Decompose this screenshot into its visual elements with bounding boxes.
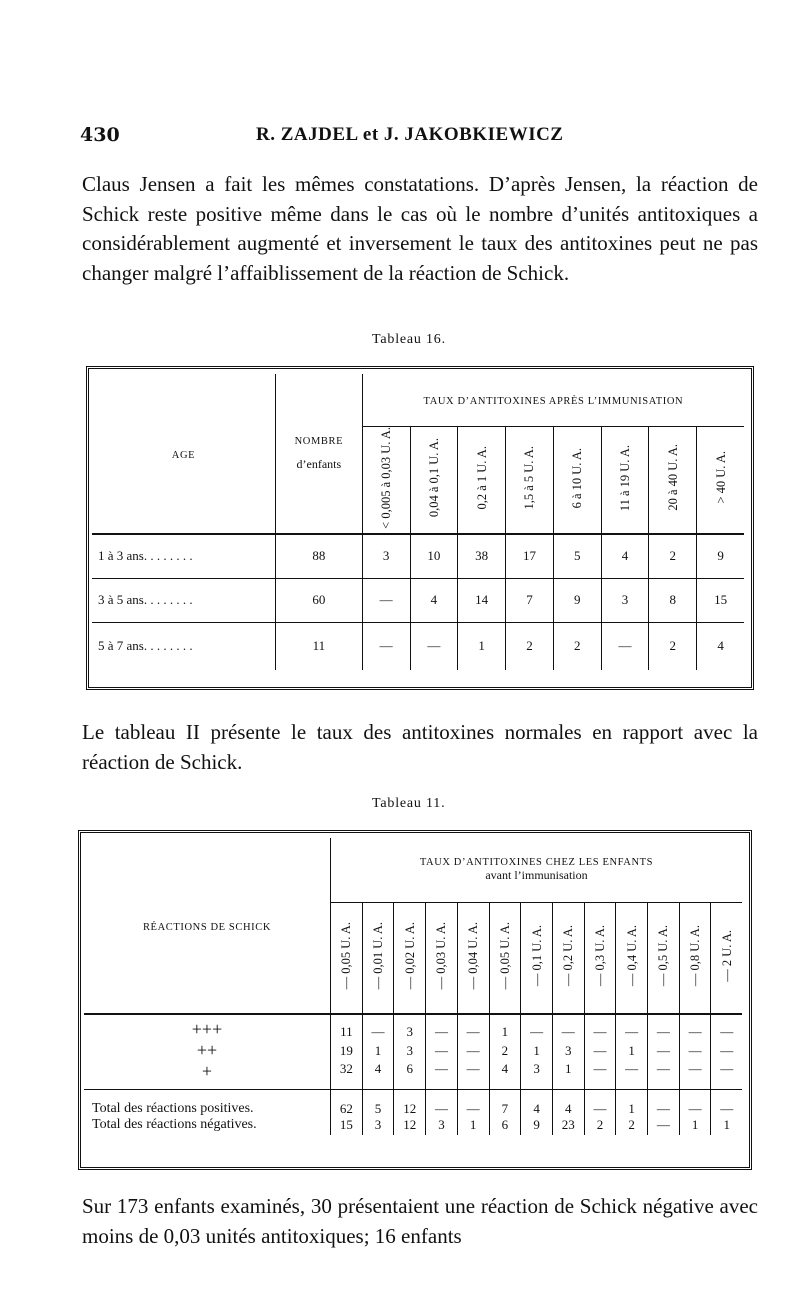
value-cell: —	[457, 1040, 489, 1061]
value-cell: —	[426, 1089, 458, 1117]
table-11-column-header: — 0,05 U. A.	[339, 922, 354, 990]
age-cell: 3 à 5 ans. . . . . . . .	[92, 578, 275, 622]
table-11-column-header: — 0,4 U. A.	[624, 925, 639, 987]
value-cell: 2	[506, 622, 554, 670]
table-row	[84, 1014, 742, 1040]
value-cell: 1	[458, 622, 506, 670]
value-cell: —	[679, 1061, 711, 1089]
value-cell: 2	[616, 1117, 648, 1135]
value-cell: —	[362, 1014, 394, 1040]
value-cell: —	[720, 1042, 734, 1058]
value-cell: —	[584, 1061, 616, 1089]
value-cell: 4	[552, 1089, 584, 1117]
value-cell: 12	[394, 1089, 426, 1117]
value-cell: —	[648, 1089, 680, 1117]
table-11-column-header: — 0,03 U. A.	[434, 922, 449, 990]
paragraph-1: Claus Jensen a fait les mêmes constatations. D’après Jensen, la réaction de Schick reste positive même dans le cas où le nombre d’unités antitoxiques a considérablement augmenté et inversement le taux des antitoxines peut ne pas changer malgré l’affaiblissement de la réaction de Schick.	[82, 172, 758, 285]
table-row	[92, 622, 744, 670]
age-cell: 1 à 3 ans. . . . . . . .	[92, 534, 275, 578]
value-cell: 4	[362, 1061, 394, 1089]
table-11-column-header: — 2 U. A.	[719, 929, 734, 982]
running-head: R. ZAJDEL et J. JAKOBKIEWICZ	[256, 124, 564, 145]
value-cell: 3	[362, 534, 410, 578]
value-cell: —	[584, 1040, 616, 1061]
schick-header: RÉACTIONS DE SCHICK	[142, 921, 272, 933]
value-cell: —	[584, 1014, 616, 1040]
value-cell: 2	[553, 622, 601, 670]
table-16-column-header: 20 à 40 U. A.	[665, 444, 680, 512]
value-cell: —	[457, 1089, 489, 1117]
value-cell: —	[679, 1089, 711, 1117]
value-cell: 17	[506, 534, 554, 578]
value-cell: 1	[616, 1040, 648, 1061]
table-11-column-header: — 0,04 U. A.	[466, 922, 481, 990]
value-cell: —	[679, 1014, 711, 1040]
count-cell: 60	[275, 578, 362, 622]
table-16-column-header: < 0,005 à 0,03 U. A.	[379, 426, 394, 529]
value-cell: 1	[616, 1089, 648, 1117]
value-cell: 1	[489, 1014, 521, 1040]
table-11-column-header: — 0,02 U. A.	[402, 922, 417, 990]
table-11	[84, 838, 742, 1135]
value-cell: 4	[601, 534, 649, 578]
value-cell: 7	[506, 578, 554, 622]
table-11-column-header: — 0,05 U. A.	[497, 922, 512, 990]
group-header-11: TAUX D’ANTITOXINES CHEZ LES ENFANTS	[419, 856, 654, 868]
table-11-column-header: — 0,3 U. A.	[592, 925, 607, 987]
count-cell: 11	[275, 622, 362, 670]
value-cell: 5	[362, 1089, 394, 1117]
value-cell: —	[457, 1061, 489, 1089]
count-cell: 88	[275, 534, 362, 578]
table-row	[84, 1061, 742, 1089]
table-16-column-header: 0,04 à 0,1 U. A.	[426, 438, 441, 518]
table-row	[92, 578, 744, 622]
value-cell: —	[616, 1061, 648, 1089]
nombre-header: NOMBRE	[294, 435, 344, 447]
total-label: Total des réactions positives.	[84, 1089, 331, 1117]
value-cell: 5	[553, 534, 601, 578]
table-11-column-header: — 0,01 U. A.	[371, 922, 386, 990]
value-cell: 3	[362, 1117, 394, 1135]
value-cell: —	[426, 1040, 458, 1061]
value-cell: 15	[331, 1117, 363, 1135]
paragraph-3: Sur 173 enfants examinés, 30 présentaient une réaction de Schick négative avec moins de 0,03 unités antitoxiques; 16 enfants	[82, 1194, 758, 1248]
value-cell: —	[616, 1014, 648, 1040]
value-cell: 1	[521, 1040, 553, 1061]
value-cell: —	[711, 1061, 742, 1089]
page-number: 430	[80, 124, 120, 146]
value-cell: 1	[679, 1117, 711, 1135]
reaction-label: +++	[84, 1014, 331, 1040]
value-cell: —	[362, 622, 410, 670]
value-cell: —	[362, 578, 410, 622]
value-cell: —	[457, 1014, 489, 1040]
value-cell: 3	[426, 1117, 458, 1135]
value-cell: —	[584, 1089, 616, 1117]
value-cell: 4	[410, 578, 458, 622]
value-cell: 2	[584, 1117, 616, 1135]
value-cell: —	[720, 1024, 734, 1039]
value-cell: —	[410, 622, 458, 670]
page-header	[80, 124, 760, 150]
value-cell: 11	[331, 1014, 363, 1040]
value-cell: —	[679, 1040, 711, 1061]
table-16-caption: Tableau 16.	[372, 332, 446, 347]
table-11-column-header: — 0,2 U. A.	[561, 925, 576, 987]
value-cell: —	[648, 1117, 680, 1135]
table-16	[92, 374, 744, 670]
reaction-label: ++	[84, 1040, 331, 1061]
value-cell: 3	[552, 1040, 584, 1061]
value-cell: 12	[394, 1117, 426, 1135]
value-cell: 9	[553, 578, 601, 622]
value-cell: —	[648, 1040, 680, 1061]
value-cell: —	[426, 1061, 458, 1089]
value-cell: 14	[458, 578, 506, 622]
table-row	[84, 1089, 742, 1117]
value-cell: 1	[362, 1040, 394, 1061]
value-cell: 32	[331, 1061, 363, 1089]
table-16-column-header: > 40 U. A.	[713, 451, 728, 505]
table-row	[84, 1117, 742, 1135]
group-header-16: TAUX D’ANTITOXINES APRÈS L’IMMUNISATION	[423, 395, 684, 407]
value-cell: 10	[410, 534, 458, 578]
table-11-column-header: — 0,1 U. A.	[529, 925, 544, 987]
value-cell: 3	[394, 1040, 426, 1061]
value-cell: 9	[697, 534, 744, 578]
value-cell: 6	[394, 1061, 426, 1089]
value-cell: 1	[723, 1117, 730, 1132]
value-cell: 23	[552, 1117, 584, 1135]
value-cell: 4	[521, 1089, 553, 1117]
nombre-header-sub: d’enfants	[296, 456, 342, 471]
value-cell: 6	[489, 1117, 521, 1135]
value-cell: 15	[697, 578, 744, 622]
table-16-column-header: 6 à 10 U. A.	[570, 447, 585, 508]
table-row	[92, 534, 744, 578]
value-cell: —	[601, 622, 649, 670]
value-cell: 2	[489, 1040, 521, 1061]
value-cell: 38	[458, 534, 506, 578]
value-cell: 2	[649, 534, 697, 578]
value-cell: —	[648, 1061, 680, 1089]
value-cell: 4	[717, 638, 724, 654]
group-header-11-sub: avant l’immunisation	[485, 867, 588, 882]
value-cell: 2	[649, 622, 697, 670]
value-cell: 9	[521, 1117, 553, 1135]
reaction-label: +	[84, 1061, 331, 1089]
value-cell: 19	[331, 1040, 363, 1061]
age-cell: 5 à 7 ans. . . . . . . .	[92, 622, 275, 670]
value-cell: —	[426, 1014, 458, 1040]
value-cell: 7	[489, 1089, 521, 1117]
table-16-column-header: 0,2 à 1 U. A.	[474, 445, 489, 510]
table-16-column-header: 1,5 à 5 U. A.	[522, 445, 537, 510]
paragraph-2: Le tableau II présente le taux des antitoxines normales en rapport avec la réaction de Schick.	[82, 720, 758, 774]
value-cell: 1	[457, 1117, 489, 1135]
value-cell: —	[521, 1014, 553, 1040]
value-cell: 62	[331, 1089, 363, 1117]
total-label: Total des réactions négatives.	[84, 1117, 331, 1135]
value-cell: —	[648, 1014, 680, 1040]
table-11-caption: Tableau 11.	[372, 796, 446, 811]
value-cell: 4	[489, 1061, 521, 1089]
table-11-column-header: — 0,8 U. A.	[688, 925, 703, 987]
table-16-column-header: 11 à 19 U. A.	[618, 444, 633, 511]
value-cell: 3	[521, 1061, 553, 1089]
value-cell: —	[552, 1014, 584, 1040]
value-cell: 1	[552, 1061, 584, 1089]
age-header: AGE	[171, 449, 196, 461]
table-row	[84, 1040, 742, 1061]
value-cell: 8	[649, 578, 697, 622]
value-cell: —	[720, 1101, 734, 1116]
value-cell: 3	[601, 578, 649, 622]
table-11-column-header: — 0,5 U. A.	[656, 925, 671, 987]
value-cell: 3	[394, 1014, 426, 1040]
